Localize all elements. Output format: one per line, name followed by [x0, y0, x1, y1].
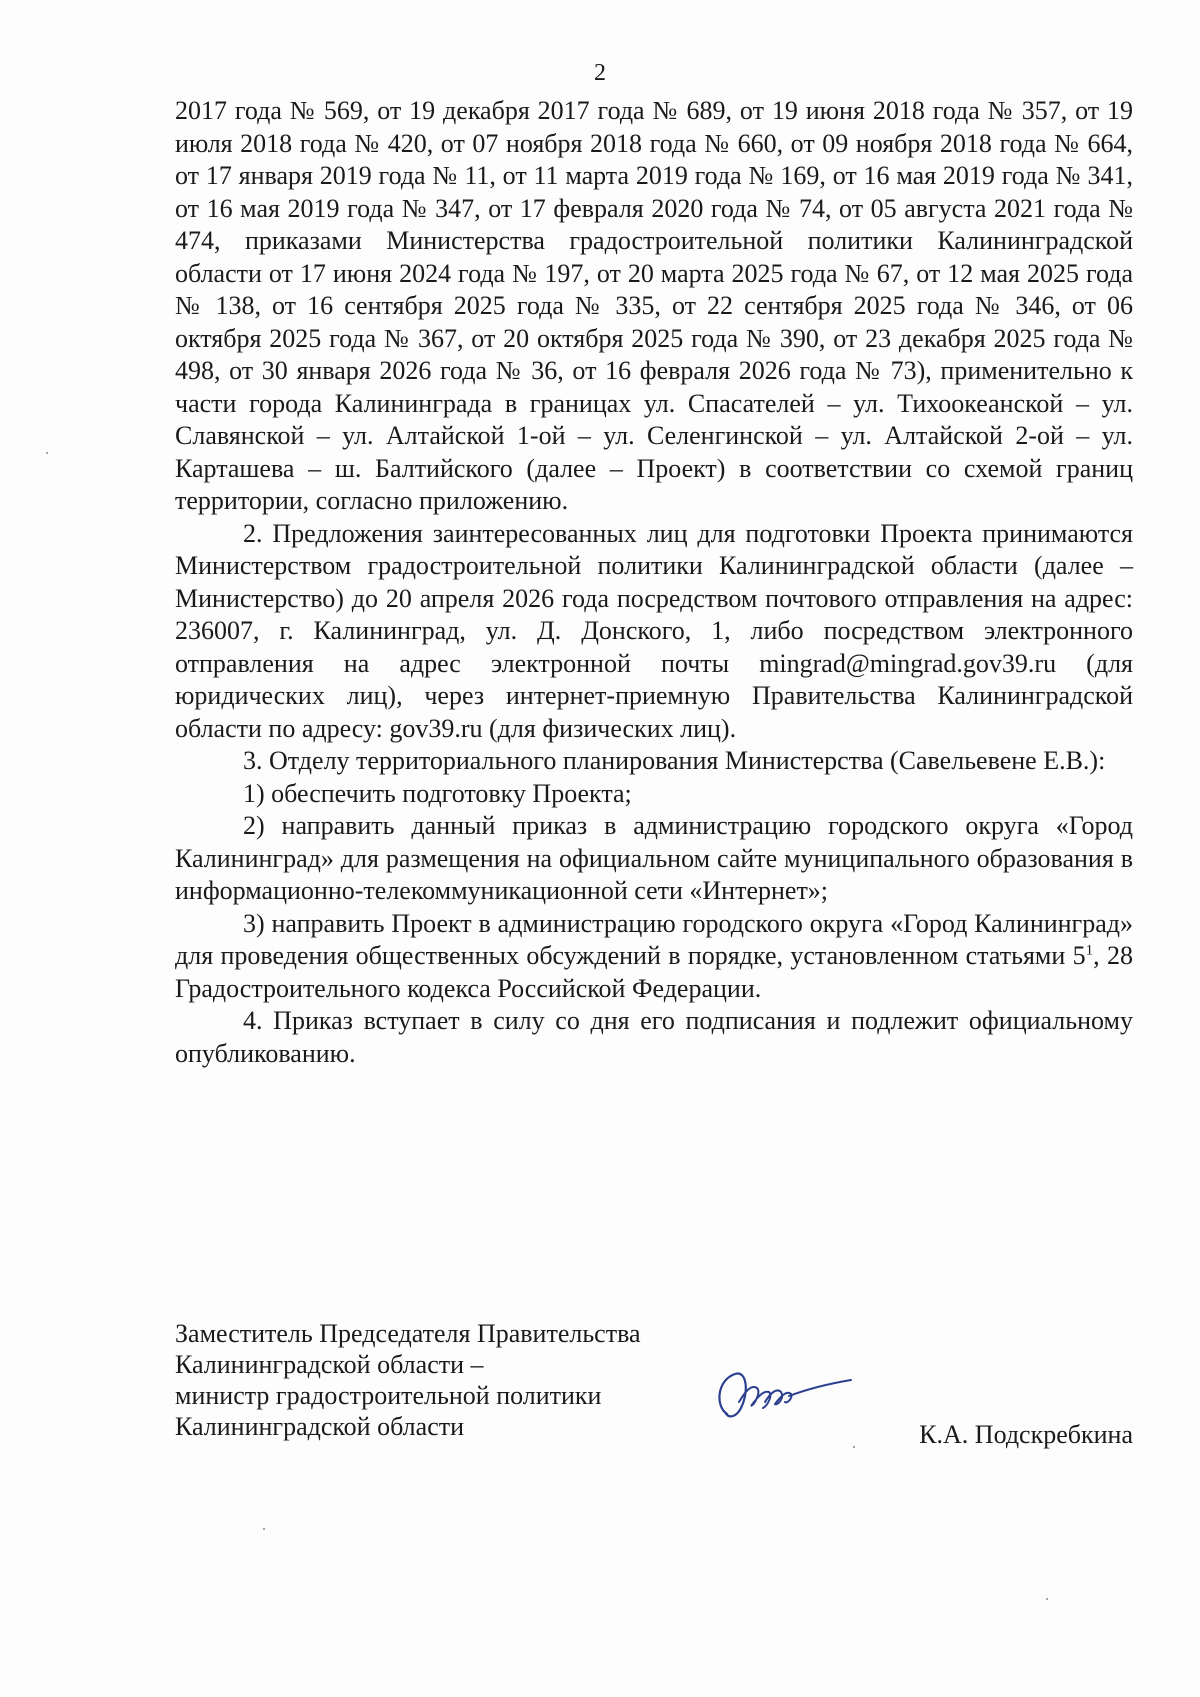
signer-title-line: министр градостроительной политики: [175, 1381, 602, 1410]
signature-stroke: [739, 1387, 770, 1408]
list-item-3: [175, 908, 1133, 1006]
signer-title-line: Калининградской области: [175, 1412, 465, 1441]
paragraph-3-department: 3. Отделу территориального планирования Министерства (Савельевене Е.В.):: [243, 746, 1106, 775]
document-body: [175, 95, 1133, 1070]
signature-block: [175, 1318, 1133, 1458]
signature-stroke: [719, 1374, 745, 1417]
signer-title-line: Калининградской области –: [175, 1350, 484, 1379]
scan-artifact: [263, 1528, 265, 1530]
signer-title: [175, 1318, 735, 1442]
scan-artifact: [46, 452, 48, 454]
superscript: 1: [1085, 942, 1094, 959]
list-item-3-text-a: 3) направить Проект в администрацию городского округа «Город Калининград» для проведения общественных обсуждений в порядке, установленном статьями 5: [175, 908, 1133, 970]
signer-name: К.А. Подскребкина: [919, 1420, 1133, 1449]
scan-artifact: [853, 1446, 855, 1448]
handwritten-signature: [705, 1362, 855, 1432]
list-item-3-text-b: , 28 Градостроительного кодекса Российской Федерации.: [175, 941, 1133, 1003]
signer-title-line: Заместитель Председателя Правительства: [175, 1319, 641, 1348]
signature-stroke: [789, 1380, 851, 1396]
list-item-2: 2) направить данный приказ в администрацию городского округа «Город Калининград» для размещения на официальном сайте муниципального образования в информационно-телекоммуникационной сети «Интернет»;: [175, 811, 1133, 905]
scan-artifact: [1046, 1598, 1048, 1600]
page-number: 2: [594, 60, 606, 86]
paragraph-4-effect: 4. Приказ вступает в силу со дня его подписания и подлежит официальному опубликованию.: [175, 1006, 1133, 1068]
paragraph-2-proposals: 2. Предложения заинтересованных лиц для подготовки Проекта принимаются Министерством градостроительной политики Калининградской области (далее – Министерство) до 20 апреля 2026 года посредством почтового отправления на адрес: 236007, г. Калининград, ул. Д. Донского, 1, либо посредством электронного отправления на адрес электронной почты mingrad@mingrad.gov39.ru (для юридических лиц), через интернет-приемную Правительства Калининградской области по адресу: gov39.ru (для физических лиц).: [175, 518, 1133, 743]
paragraph-continuation: 2017 года № 569, от 19 декабря 2017 года № 689, от 19 июня 2018 года № 357, от 19 июля 2018 года № 420, от 07 ноября 2018 года № 660, от 09 ноября 2018 года № 664, от 17 января 2019 года № 11, от 11 марта 2019 года № 169, от 16 мая 2019 года № 341, от 16 мая 2019 года № 347, от 17 февраля 2020 года № 74, от 05 августа 2021 года № 474, приказами Министерства градостроительной политики Калининградской области от 17 июня 2024 года № 197, от 20 марта 2025 года № 67, от 12 мая 2025 года № 138, от 16 сентября 2025 года № 335, от 22 сентября 2025 года № 346, от 06 октября 2025 года № 367, от 20 октября 2025 года № 390, от 23 декабря 2025 года № 498, от 30 января 2026 года № 36, от 16 февраля 2026 года № 73), применительно к части города Калининграда в границах ул. Спасателей – ул. Тихоокеанской – ул. Славянской – ул. Алтайской 1-ой – ул. Селенгинской – ул. Алтайской 2-ой – ул. Карташева – ш. Балтийского (далее – Проект) в соответствии со схемой границ территории, согласно приложению.: [175, 96, 1133, 515]
list-item-1: 1) обеспечить подготовку Проекта;: [243, 778, 632, 808]
